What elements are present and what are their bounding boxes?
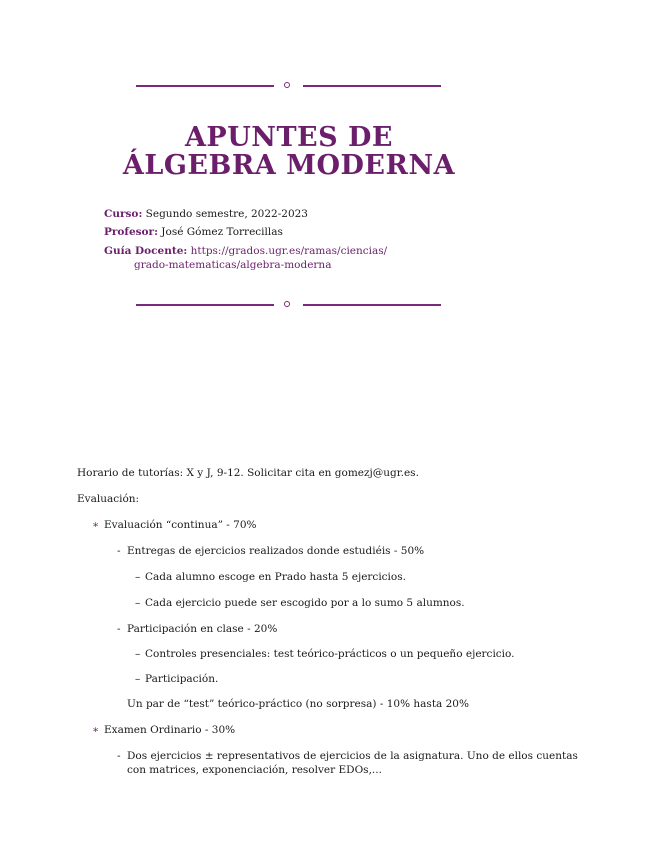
professor-line [104,225,283,239]
subsublist-item-1-2-b: – Participación. [135,673,219,685]
course-line [104,207,308,221]
document-title [0,124,578,180]
top-divider [136,82,441,90]
hyphen-bullet-icon: - [117,545,121,557]
title-line-2: ÁLGEBRA MODERNA [122,150,456,181]
list-item-1: ∗ Evaluación “continua” - 70% [92,519,257,531]
evaluation-note: Un par de “test” teórico-práctico (no sorpresa) - 10% hasta 20% [127,698,469,710]
list-item-2: ∗ Examen Ordinario - 30% [92,724,236,736]
subsublist-item-1-1-a: – Cada alumno escoge en Prado hasta 5 ejercicios. [135,571,406,583]
professor-value: José Gómez Torrecillas [161,226,283,238]
guide-line [104,244,387,272]
professor-label: Profesor: [104,226,158,238]
hyphen-bullet-icon: - [117,750,121,762]
evaluacion-heading: Evaluación: [77,493,140,505]
bottom-divider [136,301,441,309]
title-line-1: APUNTES DE [184,122,394,153]
guide-label: Guía Docente: [104,245,188,257]
hyphen-bullet-icon: - [117,623,121,635]
guide-url-line-1[interactable]: https://grados.ugr.es/ramas/ciencias/ [190,245,388,257]
sublist-item-2-1: - Dos ejercicios ± representativos de ejercicios de la asignatura. Uno de ellos cuentas [117,750,578,762]
star-bullet-icon: ∗ [92,519,100,531]
endash-bullet-icon: – [135,597,141,609]
sublist-item-1-2: - Participación en clase - 20% [117,623,278,635]
tutorias-text: Horario de tutorías: X y J, 9-12. Solicitar cita en gomezj@ugr.es. [77,467,419,479]
course-label: Curso: [104,208,143,220]
course-value: Segundo semestre, 2022-2023 [145,208,308,220]
sublist-item-1-1: - Entregas de ejercicios realizados donde estudiéis - 50% [117,545,425,557]
sublist-item-2-1-continuation: con matrices, exponenciación, resolver EDOs,... [127,764,382,776]
subsublist-item-1-2-a: – Controles presenciales: test teórico-prácticos o un pequeño ejercicio. [135,648,515,660]
star-bullet-icon: ∗ [92,724,100,736]
endash-bullet-icon: – [135,673,141,685]
endash-bullet-icon: – [135,571,141,583]
guide-url-line-2[interactable]: grado-matematicas/algebra-moderna [134,259,332,271]
endash-bullet-icon: – [135,648,141,660]
divider-ornament [284,82,290,88]
divider-ornament [284,301,290,307]
subsublist-item-1-1-b: – Cada ejercicio puede ser escogido por a lo sumo 5 alumnos. [135,597,465,609]
